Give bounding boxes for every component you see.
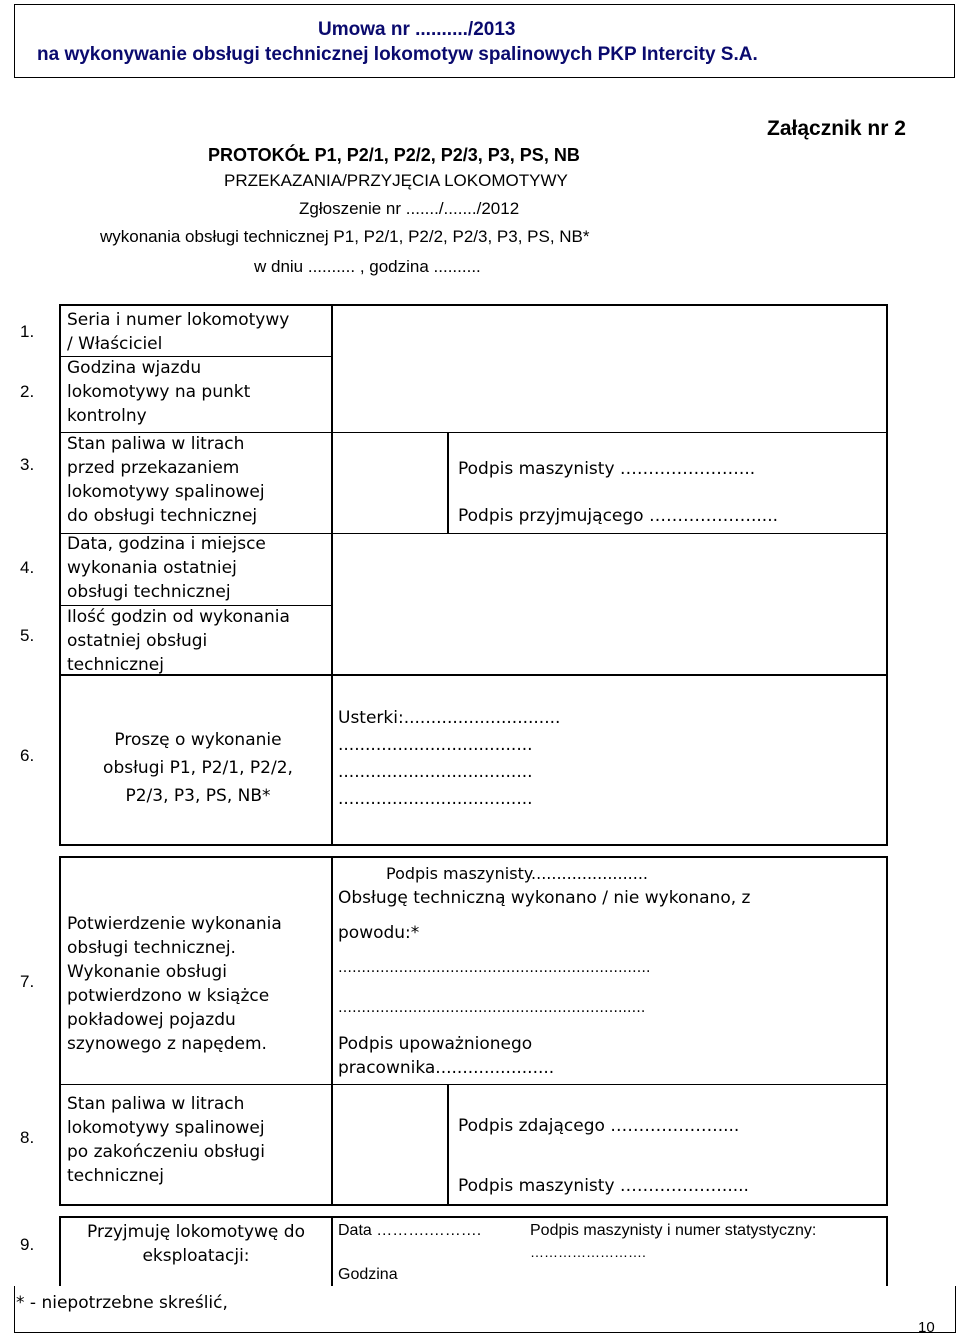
notification-number: Zgłoszenie nr ......./......./2012 — [299, 199, 520, 218]
row-number: 3. — [20, 455, 35, 474]
hour-field: Godzina — [338, 1266, 398, 1283]
execution-line: wykonania obsługi technicznej P1, P2/1, P2/2, P2/3, P3, PS, NB* — [100, 227, 590, 246]
page-border — [955, 1286, 956, 1333]
driver-signature: Podpis maszynisty …………………... — [458, 459, 756, 479]
reason-label: powodu:* — [338, 923, 420, 943]
row-number: 1. — [20, 322, 35, 341]
protocol-subtitle: PRZEKAZANIA/PRZYJĘCIA LOKOMOTYWY — [224, 171, 568, 190]
divider — [331, 304, 333, 676]
driver-signature-mid: Podpis maszynisty....................... — [386, 864, 648, 883]
divider — [331, 676, 333, 846]
row-label-accept-operation: Przyjmuję lokomotywę do eksploatacji: — [87, 1222, 305, 1266]
annex-label: Załącznik nr 2 — [767, 117, 906, 140]
page-border — [14, 1286, 15, 1332]
row-label-arrival-time: Godzina wjazdu lokomotywy na punkt kontrolny — [67, 358, 251, 426]
row-number: 5. — [20, 626, 35, 645]
contract-title: Umowa nr ........../2013 — [318, 19, 516, 40]
row-label-locomotive-series: Seria i numer lokomotywy / Właściciel — [67, 310, 290, 354]
row-label-last-service: Data, godzina i miejsce wykonania ostatniej obsługi technicznej — [67, 534, 266, 602]
row-number: 8. — [20, 1128, 35, 1147]
row-number: 2. — [20, 382, 35, 401]
footnote: * - niepotrzebne skreślić, — [16, 1293, 228, 1313]
divider — [59, 1084, 888, 1085]
row-label-hours-since-service: Ilość godzin od wykonania ostatniej obsługi technicznej — [67, 607, 290, 675]
handover-signature: Podpis zdającego ………………..... — [458, 1116, 740, 1136]
driver-signature-bottom: Podpis maszynisty ………………..... — [458, 1176, 749, 1196]
date-field: Data ……….………. — [338, 1222, 482, 1239]
service-status: Obsługę techniczną wykonano / nie wykonano, z — [338, 888, 751, 908]
row-number: 4. — [20, 558, 35, 577]
authorized-signature: Podpis upoważnionego pracownika...................... — [338, 1034, 555, 1078]
row-label-service-confirmation: Potwierdzenie wykonania obsługi technicznej. Wykonanie obsługi potwierdzono w książce pokładowej pojazdu szynowego z napędem. — [67, 914, 282, 1054]
protocol-title: PROTOKÓŁ P1, P2/1, P2/2, P2/3, P3, PS, NB — [208, 145, 580, 165]
row-label-fuel-after: Stan paliwa w litrach lokomotywy spalinowej po zakończeniu obsługi technicznej — [67, 1094, 265, 1186]
row-number: 9. — [20, 1235, 35, 1254]
divider — [447, 1084, 449, 1206]
divider — [331, 1216, 333, 1286]
row-label-fuel-before: Stan paliwa w litrach przed przekazaniem lokomotywy spalinowej do obsługi technicznej — [67, 434, 265, 526]
date-time-line: w dniu .......... , godzina .......... — [254, 257, 481, 276]
page-number: 10 — [918, 1319, 935, 1336]
receiver-signature: Podpis przyjmującego ………………..... — [458, 506, 778, 526]
reason-line: ……………………………………………………..…. — [338, 1000, 646, 1016]
contract-subtitle: na wykonywanie obsługi technicznej lokomotyw spalinowych PKP Intercity S.A. — [37, 44, 758, 65]
divider — [331, 856, 333, 1206]
defects-field: Usterki:............................. .................................... .................................... .................................... — [338, 708, 561, 809]
driver-stat-signature: Podpis maszynisty i numer statystyczny: — [530, 1222, 817, 1239]
driver-stat-dots: ……………………. — [530, 1244, 646, 1260]
divider — [447, 432, 449, 534]
page-border — [14, 1332, 956, 1333]
row-number: 7. — [20, 972, 35, 991]
reason-line: …………………………………………………………. — [338, 960, 651, 976]
row-number: 6. — [20, 746, 35, 765]
row-label-service-request: Proszę o wykonanie obsługi P1, P2/1, P2/2, P2/3, P3, PS, NB* — [103, 730, 293, 806]
